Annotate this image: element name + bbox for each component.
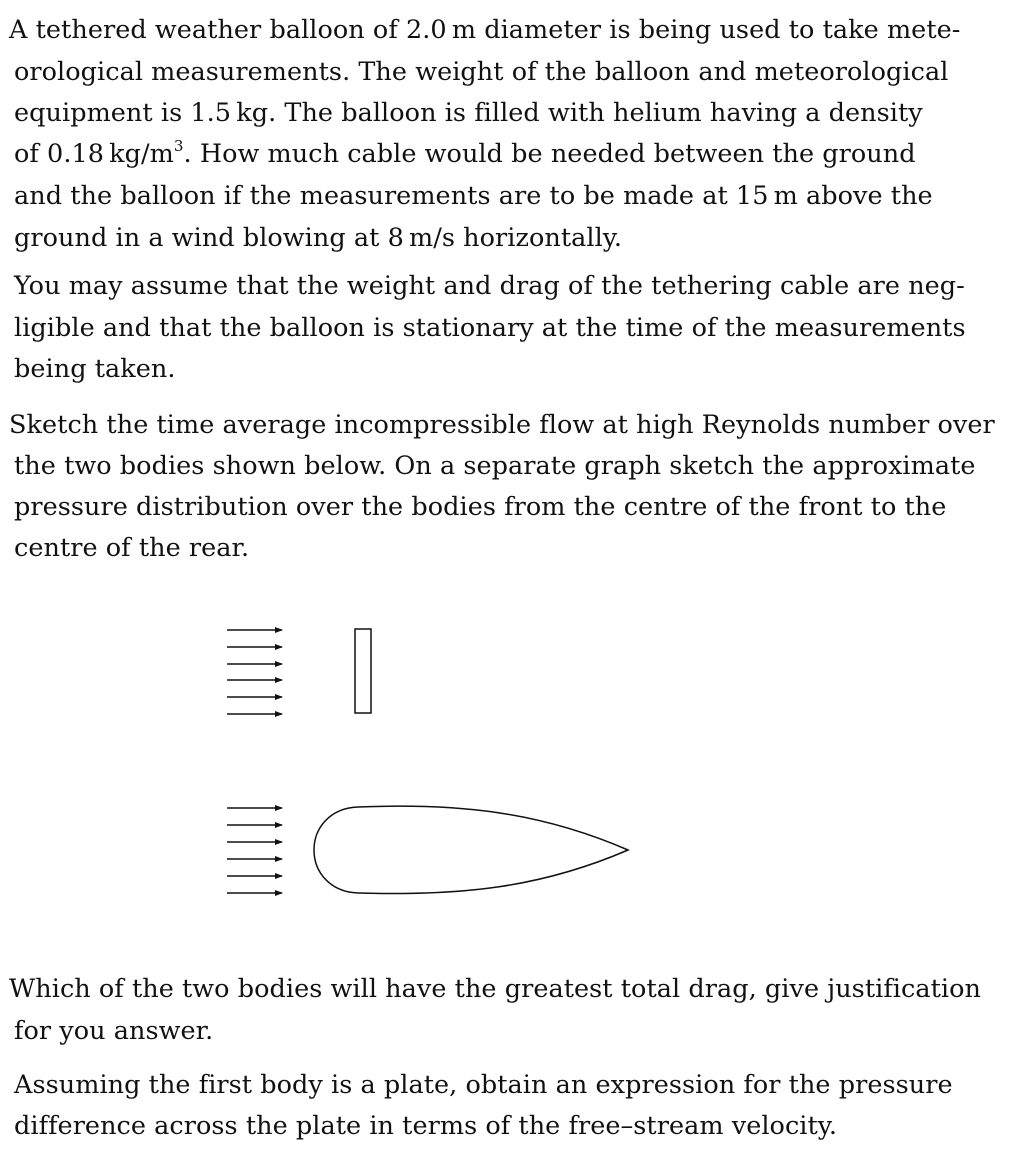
q1b-line-3: being taken. bbox=[14, 354, 176, 384]
q2-line-1: Sketch the time average incompressible flow at high Reynolds number over bbox=[9, 410, 995, 440]
q2c-line-2: difference across the plate in terms of the free–stream velocity. bbox=[14, 1111, 837, 1141]
q1-line-3: equipment is 1.5 kg. The balloon is filled with helium having a density bbox=[14, 98, 923, 128]
q2-line-4: centre of the rear. bbox=[14, 533, 250, 563]
q1-line-5: and the balloon if the measurements are to be made at 15 m above the bbox=[14, 181, 933, 211]
q2b-line-1: Which of the two bodies will have the greatest total drag, give justification bbox=[9, 974, 981, 1004]
flat-plate bbox=[355, 629, 371, 713]
q2-line-3: pressure distribution over the bodies from the centre of the front to the bbox=[14, 492, 947, 522]
q2-line-2: the two bodies shown below. On a separate graph sketch the approximate bbox=[14, 451, 976, 481]
q1b-line-1: You may assume that the weight and drag of the tethering cable are neg- bbox=[14, 271, 965, 301]
q1-line-4: of 0.18 $kg/m^3$. How much cable would be needed between the ground bbox=[14, 137, 916, 169]
q2c-line-1: Assuming the first body is a plate, obtain an expression for the pressure bbox=[14, 1070, 953, 1100]
q1-line-6: ground in a wind blowing at 8 m/s horizontally. bbox=[14, 223, 623, 253]
q2b-line-2: for you answer. bbox=[14, 1016, 214, 1046]
q1-line-2: orological measurements. The weight of the balloon and meteorological bbox=[14, 57, 949, 87]
streamlined-body bbox=[314, 806, 628, 893]
q1b-line-2: ligible and that the balloon is stationary at the time of the measurements bbox=[14, 313, 966, 343]
q1-line-1: A tethered weather balloon of 2.0 m diameter is being used to take mete- bbox=[9, 15, 961, 45]
flow-arrows-upper bbox=[227, 630, 282, 714]
flow-arrows-lower bbox=[227, 808, 282, 893]
